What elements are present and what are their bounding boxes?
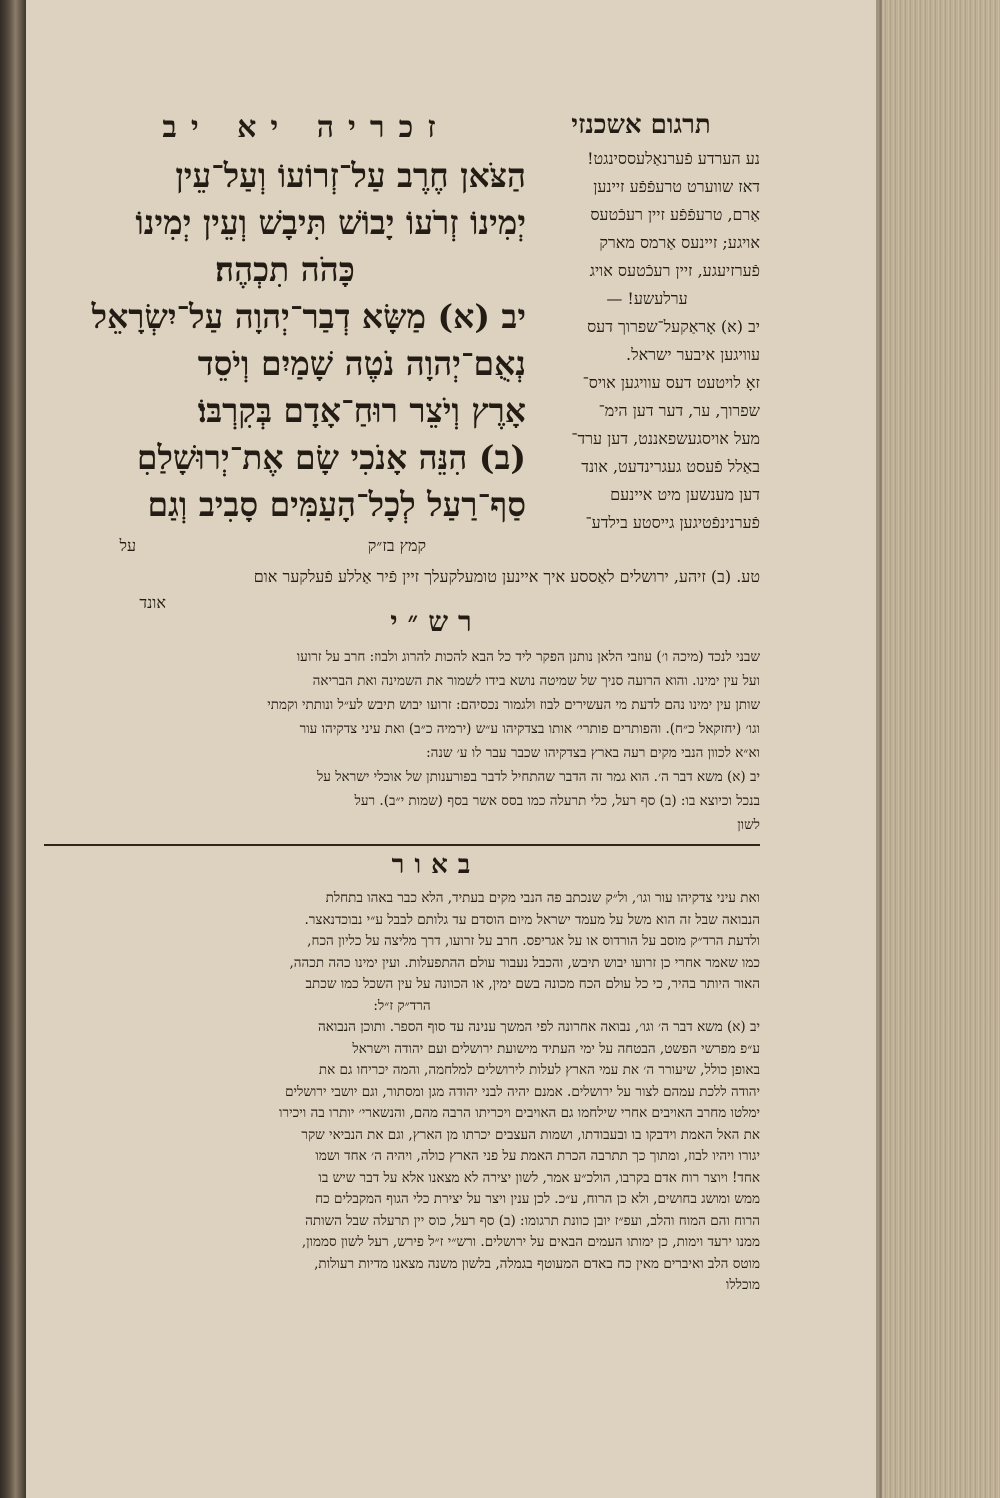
- hebrew-line: הַצֹּאן חֶרֶב עַל־זְרוֹעוֹ וְעַל־עֵין: [175, 156, 526, 195]
- rashi-line: לשון: [737, 817, 760, 833]
- hebrew-text-column: [44, 152, 526, 532]
- biur-line: אחד! ויוצר רוח אדם בקרבו, הולכ״ע אמר, לשון יצירה לא מצאנו אלא על דבר שיש בו: [318, 1169, 760, 1186]
- rashi-heading: רש״י: [390, 605, 482, 638]
- rashi-line: יב (א) משא דבר ה׳. הוא גמר זה הדבר שהתחיל לדבר בפורענותן של אוכלי ישראל על: [316, 769, 760, 785]
- yiddish-line: דען מענשען מיט איינעם: [610, 485, 760, 504]
- biur-line: את האל האמת וידבקו בו ובעבודתו, ושמות העצבים יכרתו מן הארץ, וגם את הנביאי שקר: [301, 1126, 760, 1143]
- hebrew-line: סַף־רַעַל לְכָל־הָעַמִּים סָבִיב וְגַם: [147, 485, 526, 524]
- yiddish-line: ערלעשע! —: [606, 289, 688, 308]
- biur-line: הנבואה שבל זה הוא משל על מעמד ישראל מיום הוסדם עד גלותם לבבל ע״י נבוכדנאצר.: [304, 911, 760, 928]
- section-divider: [44, 844, 760, 846]
- biur-line: האור היותר בהיר, כי כל עולם הכח מכונה בשם ימין, או הכוונה על עין השכל כמו שכתב: [305, 976, 760, 992]
- hebrew-line: כָּהֹה תִכְהֶה׃: [215, 250, 355, 289]
- biur-line: באופן כולל, שיעורר ה׳ את עמי הארץ לעלות לירושלים למלחמה, והמה יכריחו גם את: [318, 1062, 760, 1078]
- catchword: אונד: [139, 593, 166, 612]
- catchword: על: [119, 536, 136, 555]
- biur-line: ימלטו מחרב האויבים אחרי שילחמו גם האויבים ויכריתו הרבה מהם, והנשארי׳ יותרו בה ויכירו: [278, 1105, 760, 1121]
- biur-line: הרוח והם המוח והלב, ועפ״ז יובן כוונת תרגומו: (ב) סף רעל, כוס יין תרעלה שבל השותה: [305, 1212, 760, 1229]
- yiddish-line: דאז שווערט טרעפֿפֿע זיינען: [593, 177, 760, 196]
- biur-line: מוטס הלב ואיברים מאין כח באדם המעוטף בגמלה, בלשון משנה מצאנו מדיות רעולות,: [314, 1255, 760, 1272]
- yiddish-line: זאָ לויטעט דעס עוויגען אויס־: [582, 373, 760, 392]
- biur-line: כמו שאמר אחרי כן זרועו יבוש תיבש, והכבל נעבור עולם ההתפעלות. ועין ימינו כהה תכהה,: [289, 954, 760, 971]
- biur-commentary: [44, 888, 760, 1297]
- biur-line: מוכללו: [725, 1277, 760, 1293]
- book-page: [26, 0, 876, 1498]
- rashi-line: ועל עין ימינו. והוא הרועה סניך של שמיטה נושא בידו לשמור את השמינה ואת הבריאה: [312, 673, 760, 689]
- book-binding: [0, 0, 26, 1498]
- rashi-line: בנכל וכיוצא בו: (ב) סף רעל, כלי תרעלה כמו בסס אשר בסף (שמות י״ב). רעל: [354, 793, 760, 809]
- hebrew-line: (ב) הִנֵּה אָנֹכִי שָׂם אֶת־יְרוּשָׁלַםִ: [136, 438, 526, 477]
- yiddish-line: מעל אויסגעשפאננט, דען ערד־: [571, 429, 760, 448]
- rashi-line: וא״א לכוון הנבי מקים רעה בארץ בצדקיהו שכבר עבר לו ע׳ שנה:: [426, 745, 760, 761]
- yiddish-translation-column: [534, 145, 760, 555]
- yiddish-line: נע הערדע פֿערנאַלעססינגט!: [587, 149, 760, 168]
- biur-line: ממש ומושג בחושים, ולא כן הרוח, ע״כ. לכן ענין ויצר על יצירת כלי הגוף המקבלים כח: [315, 1191, 760, 1207]
- biur-line: ממנו ירעד וימות, כן ימותו העמים הבאים על ירושלים. ורש״י ז״ל פירש, רעל לשון סממון,: [301, 1234, 760, 1250]
- yiddish-wide-line: טע. (ב) זיהע, ירושלים לאַססע איך איינען טומעלקעלך זיין פֿיר אַללע פֿעלקער אום: [253, 567, 760, 586]
- biur-line: ולדעת הרד״ק מוסב על הורדוס או על אגריפס. חרב על זרועו, דרך מליצה על כליון הכח,: [307, 933, 760, 949]
- biur-line: יגורו ויהיו לבוז, ומתוך כך תתרבה הכרת האמת על פני הארץ כולה, ויהיה ה׳ אחד ושמו: [315, 1148, 760, 1164]
- hebrew-line: יְמִינוֹ זְרֹעוֹ יָבוֹשׁ תִּיבָשׁ וְעֵין יְמִינוֹ: [135, 203, 526, 242]
- yiddish-line: באַלל פֿעסט געגרינדעט, אונד: [581, 457, 760, 476]
- biur-line: ע״פ מפרשי הפשט, הבטחה על ימי העתיד מישועת ירושלים ועם יהודה וישראל: [352, 1040, 760, 1057]
- hebrew-line: יב (א) מַשָּׂא דְבַר־יְהוָה עַל־יִשְׂרָאֵל: [91, 297, 526, 336]
- biur-line: ואת עיני צדקיהו עור וגו׳, ול״ק שנכתב פה הנבי מקים בעתיד, הלא כבר באהו בתחלת: [325, 890, 760, 906]
- running-head-translation: תרגום אשכנזי: [571, 110, 711, 140]
- yiddish-line: יב (א) אָראַקעל־שפרוך דעס: [587, 317, 760, 336]
- biur-heading: באור: [391, 850, 481, 880]
- rashi-line: שבני לנכד (מיכה ו׳) עוזבי הלאן נותנן הפקר ליד כל הבא להכות להרוג ולבוז: חרב על זרועו: [296, 649, 760, 665]
- running-head-book: זכריה יא יב: [162, 110, 450, 145]
- biur-line: יב (א) משא דבר ה׳ וגו׳, נבואה אחרונה לפי המשך ענינה עד סוף הספר. ותוכן הנבואה: [317, 1019, 760, 1035]
- biur-line: הרד״ק ז״ל:: [373, 997, 431, 1014]
- yiddish-line: אַרם, טרעפֿפֿע זיין רעכֿטעס: [590, 205, 760, 224]
- biur-line: יהודה ללכת עמהם לצור על ירושלים. אמנם יהיה לבני יהודה מגן ומסתור, וגם יושבי ירושלים: [285, 1083, 760, 1100]
- hebrew-line: אָרֶץ וְיֹצֵר רוּחַ־אָדָם בְּקִרְבּוֹ׃: [197, 391, 526, 430]
- yiddish-line: פֿערנינפֿטיגען גייסטע בילדע־: [585, 513, 760, 532]
- yiddish-line: עוויגען איבער ישראל.: [626, 345, 760, 364]
- yiddish-line: שפרוך, ער, דער דען הימ־: [598, 401, 760, 420]
- rashi-line: וגו׳ (יחזקאל כ״ח). והפותרים פותרי׳ אותו בצדקיהו ע״ש (ירמיה כ״ב) ואת עיני צדקיהו עור: [299, 721, 760, 737]
- rashi-commentary: [44, 645, 760, 837]
- yiddish-line: אויגע; זיינעס אַרמס מארק: [599, 233, 760, 252]
- rashi-line: שותן עין ימינו נהם לדעת מי העשירים לבוז ולגמור נכסיהם: זרועו יבוש תיבש לע״ל ונותתי וקמתי: [267, 697, 760, 713]
- yiddish-line: פֿערזיעגע, זיין רעכֿטעס אויג: [589, 261, 760, 280]
- vowel-note: קמץ בז״ק: [367, 536, 426, 555]
- page-edges: [872, 0, 1000, 1498]
- hebrew-line: נְאֻם־יְהוָה נֹטֶה שָׁמַיִם וְיֹסֵד: [197, 344, 526, 383]
